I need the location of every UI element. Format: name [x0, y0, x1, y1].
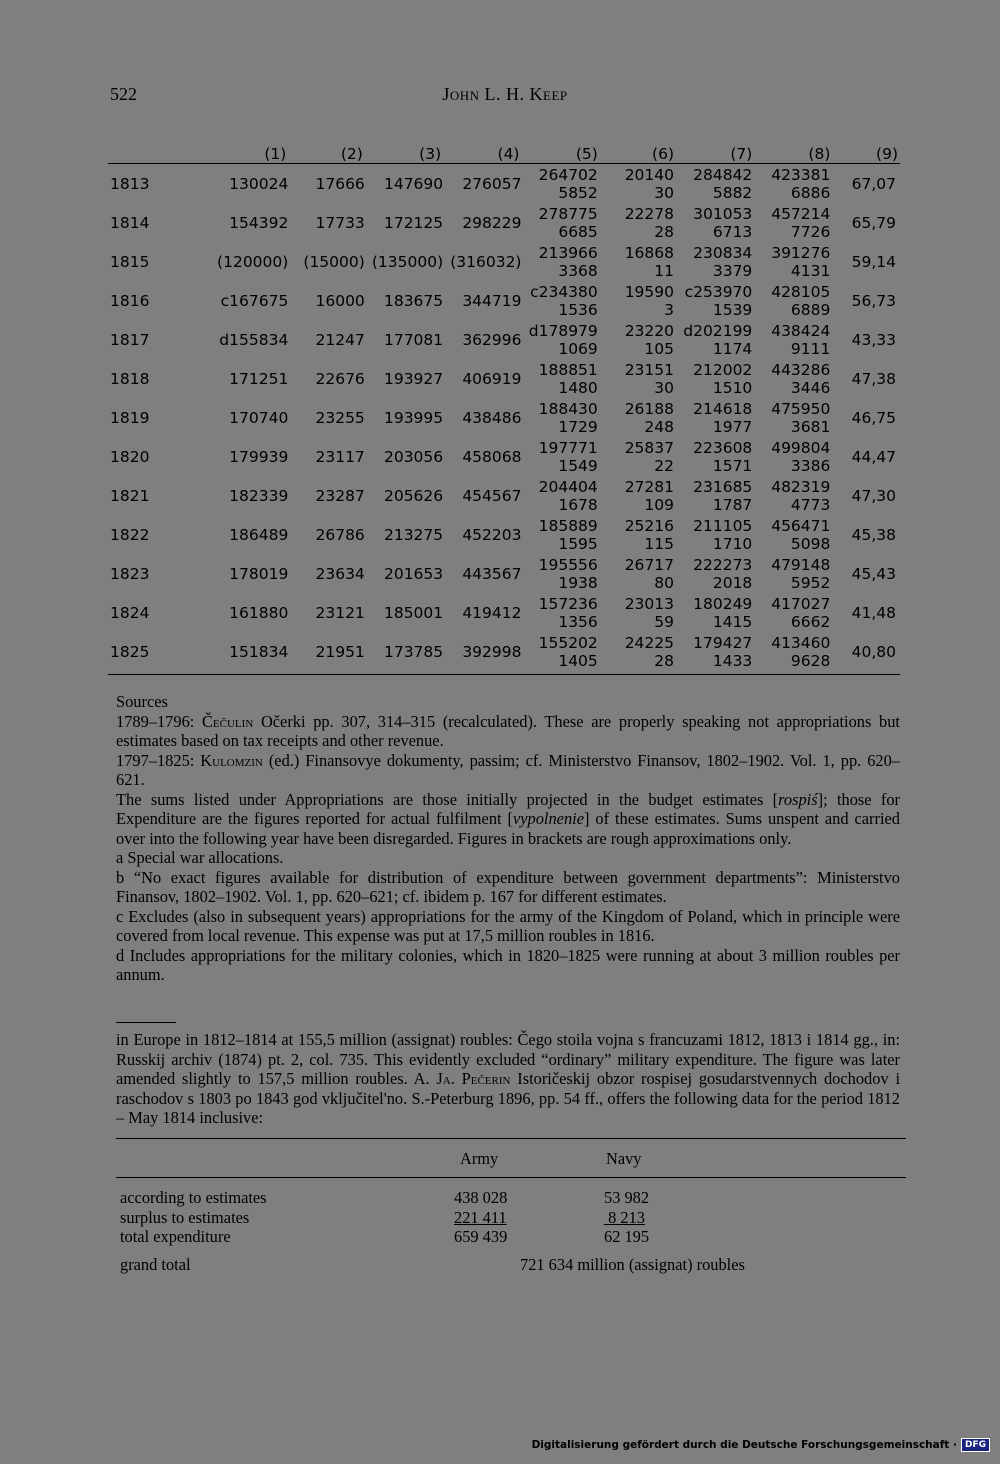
year-cell: 1822: [110, 525, 150, 544]
expenditure-value: 28: [654, 222, 674, 241]
expenditure-value: 5098: [790, 534, 831, 553]
value-cell: [521, 632, 599, 675]
value-cell: [521, 320, 599, 359]
expenditure-value: 7726: [790, 222, 831, 241]
table-row: [108, 476, 900, 515]
table-notes: [116, 692, 900, 985]
year-cell: 1813: [110, 174, 150, 193]
appropriation-value: 24225: [624, 633, 674, 652]
value-cell: 23117: [315, 447, 365, 466]
value-cell: 161880: [229, 603, 289, 622]
table-row: [108, 242, 900, 281]
value-cell: [521, 281, 599, 320]
navy-header: Navy: [606, 1149, 642, 1168]
value-cell: [754, 554, 832, 593]
table-row: according to estimates 438 028 53 982: [120, 1188, 650, 1207]
expenditure-value: 3681: [790, 417, 831, 436]
expenditure-value: 6886: [790, 183, 831, 202]
appropriation-value: 195556: [538, 555, 598, 574]
value-cell: 452203: [462, 525, 522, 544]
appropriation-value: 188430: [538, 399, 598, 418]
expenditure-value: 4131: [790, 261, 831, 280]
appropriation-value: 26717: [624, 555, 674, 574]
appropriation-value: 301053: [693, 204, 753, 223]
value-cell: [521, 164, 599, 204]
table-row: [108, 554, 900, 593]
expenditure-value: 1938: [558, 573, 598, 592]
appropriation-value: 212002: [693, 360, 753, 379]
value-cell: [600, 203, 676, 242]
value-cell: [676, 476, 754, 515]
value-cell: [600, 398, 676, 437]
expenditure-value: 30: [654, 183, 674, 202]
expenditure-value: 6662: [790, 612, 831, 631]
expenditure-value: 5952: [790, 573, 831, 592]
expenditure-value: 1433: [712, 651, 753, 670]
appropriation-value: 155202: [538, 633, 598, 652]
appropriation-value: 214618: [693, 399, 753, 418]
appropriation-value: 391276: [771, 243, 831, 262]
value-cell: [521, 398, 599, 437]
value-cell: 41,48: [851, 603, 896, 622]
grand-total-row: grand total 721 634 million (assignat) roubles: [120, 1254, 745, 1274]
value-cell: 40,80: [832, 632, 900, 675]
expenditure-value: 5882: [712, 183, 753, 202]
budget-table: [108, 141, 900, 675]
value-cell: [521, 593, 599, 632]
appropriation-value: 188851: [538, 360, 598, 379]
note-d: d Includes appropriations for the military colonies, which in 1820–1825 were running at about 3 million roubles per annum.: [116, 945, 900, 984]
value-cell: 47,30: [851, 486, 896, 505]
appropriation-value: 438424: [771, 321, 831, 340]
expenditure-value: 1787: [712, 495, 753, 514]
appropriation-value: 25837: [624, 438, 674, 457]
value-cell: 170740: [229, 408, 289, 427]
value-cell: 56,73: [851, 291, 896, 310]
value-cell: [600, 164, 676, 204]
appropriation-value: 157236: [538, 594, 598, 613]
appropriation-value: 417027: [771, 594, 831, 613]
expenditure-value: 1710: [712, 534, 753, 553]
value-cell: d155834: [219, 330, 289, 349]
appropriation-value: 222273: [693, 555, 753, 574]
year-cell: 1823: [110, 564, 150, 583]
appropriation-value: 20140: [624, 165, 674, 184]
value-cell: 443567: [462, 564, 522, 583]
value-cell: [754, 281, 832, 320]
appropriation-value: 26188: [624, 399, 674, 418]
appropriation-value: 443286: [771, 360, 831, 379]
value-cell: [754, 515, 832, 554]
appropriation-value: 264702: [538, 165, 598, 184]
value-cell: [521, 476, 599, 515]
value-cell: 276057: [462, 174, 522, 193]
table-row: [108, 515, 900, 554]
value-cell: 23121: [315, 603, 365, 622]
year-cell: 1819: [110, 408, 150, 427]
expenditure-value: 9111: [790, 339, 831, 358]
expenditure-value: 1405: [558, 651, 598, 670]
value-cell: 67,07: [851, 174, 896, 193]
appropriation-value: 278775: [538, 204, 598, 223]
appropriation-value: 23220: [624, 321, 674, 340]
expenditure-value: 80: [654, 573, 674, 592]
value-cell: [754, 359, 832, 398]
appropriation-value: 19590: [624, 282, 674, 301]
year-cell: 1817: [110, 330, 150, 349]
army-navy-header: [116, 1139, 906, 1171]
value-cell: [676, 398, 754, 437]
value-cell: 151834: [173, 632, 289, 675]
appropriation-value: 23151: [624, 360, 674, 379]
expenditure-value: 115: [644, 534, 674, 553]
value-cell: [521, 554, 599, 593]
dfg-logo: DFG: [961, 1438, 990, 1452]
value-cell: [754, 593, 832, 632]
table-row: [108, 359, 900, 398]
expenditure-value: 1977: [712, 417, 753, 436]
value-cell: [676, 242, 754, 281]
value-cell: [676, 632, 754, 675]
year-cell: 1825: [108, 632, 173, 675]
appropriation-value: 284842: [693, 165, 753, 184]
table-header-row: [108, 141, 900, 164]
value-cell: [521, 203, 599, 242]
appropriation-value: 479148: [771, 555, 831, 574]
appropriation-value: 179427: [693, 633, 753, 652]
expenditure-value: 109: [644, 495, 674, 514]
source-1: 1789–1796: Čečulin Očerki pp. 307, 314–315 (recalculated). These are properly speaking not appropriations but estimates based on tax receipts and other revenue.: [116, 711, 900, 750]
value-cell: [676, 203, 754, 242]
value-cell: [521, 437, 599, 476]
army-navy-table: [116, 1138, 906, 1274]
value-cell: 43,33: [851, 330, 896, 349]
year-cell: 1814: [110, 213, 150, 232]
value-cell: [676, 437, 754, 476]
appropriation-value: 456471: [771, 516, 831, 535]
value-cell: 298229: [462, 213, 522, 232]
appropriation-value: 180249: [693, 594, 753, 613]
expenditure-value: 1174: [712, 339, 753, 358]
appropriation-value: 231685: [693, 477, 753, 496]
table-row: total expenditure 659 439 62 195: [120, 1227, 650, 1246]
expenditure-value: 59: [654, 612, 674, 631]
value-cell: [676, 515, 754, 554]
value-cell: 16000: [315, 291, 365, 310]
year-cell: 1821: [110, 486, 150, 505]
value-cell: 203056: [383, 447, 444, 466]
value-cell: 201653: [383, 564, 444, 583]
value-cell: 183675: [383, 291, 444, 310]
value-cell: [600, 320, 676, 359]
value-cell: [600, 359, 676, 398]
value-cell: 65,79: [851, 213, 896, 232]
expenditure-value: 1415: [712, 612, 753, 631]
value-cell: [600, 554, 676, 593]
value-cell: 154392: [229, 213, 289, 232]
appropriation-value: d178979: [528, 321, 598, 340]
value-cell: [754, 398, 832, 437]
appropriation-value: 230834: [693, 243, 753, 262]
value-cell: [676, 164, 754, 204]
year-cell: 1818: [110, 369, 150, 388]
value-cell: [600, 281, 676, 320]
expenditure-value: 1069: [558, 339, 598, 358]
value-cell: 458068: [462, 447, 522, 466]
appropriation-value: 413460: [771, 633, 831, 652]
value-cell: 186489: [229, 525, 289, 544]
expenditure-value: 3446: [790, 378, 831, 397]
value-cell: 23634: [315, 564, 365, 583]
army-header: Army: [460, 1149, 499, 1168]
table-row: [108, 398, 900, 437]
expenditure-value: 1480: [558, 378, 598, 397]
value-cell: 438486: [462, 408, 522, 427]
value-cell: (15000): [303, 252, 365, 271]
value-cell: [600, 632, 676, 675]
value-cell: 213275: [383, 525, 444, 544]
value-cell: 419412: [462, 603, 522, 622]
column-header: (2): [288, 141, 364, 164]
value-cell: [600, 437, 676, 476]
table-row: [108, 632, 900, 675]
table-row: [108, 164, 900, 204]
value-cell: [600, 593, 676, 632]
expenditure-value: 2018: [712, 573, 753, 592]
running-head: John L. H. Keep: [442, 84, 568, 104]
table-row: [108, 437, 900, 476]
expenditure-value: 5852: [558, 183, 598, 202]
appropriation-value: 25216: [624, 516, 674, 535]
year-cell: 1820: [110, 447, 150, 466]
appropriation-value: 204404: [538, 477, 598, 496]
value-cell: [754, 203, 832, 242]
explanation-paragraph: The sums listed under Appropriations are those initially projected in the budget estimates [rospiś]; those for Expenditure are the figures reported for actual fulfilment [vypolnenie] of these estimates. Sums unspent and carried over into the following year have been disregarded. Figures in brackets are rough approximations only.: [116, 789, 901, 848]
appropriation-value: 475950: [771, 399, 831, 418]
appropriation-value: 499804: [771, 438, 831, 457]
appropriation-value: 23013: [624, 594, 674, 613]
value-cell: (135000): [371, 252, 444, 271]
column-header: (1): [173, 141, 289, 164]
expenditure-value: 3386: [790, 456, 831, 475]
expenditure-value: 1595: [558, 534, 598, 553]
expenditure-value: 4773: [790, 495, 831, 514]
column-header: (9): [832, 141, 900, 164]
expenditure-value: 1539: [712, 300, 753, 319]
value-cell: 26786: [315, 525, 365, 544]
expenditure-value: 3368: [558, 261, 598, 280]
year-cell: 1824: [110, 603, 150, 622]
value-cell: 17666: [315, 174, 365, 193]
table-row: surplus to estimates 221 411 8 213: [120, 1207, 645, 1227]
value-cell: 179939: [229, 447, 289, 466]
value-cell: 22676: [315, 369, 365, 388]
expenditure-value: 11: [654, 261, 674, 280]
value-cell: [521, 359, 599, 398]
expenditure-value: 6713: [712, 222, 753, 241]
value-cell: 193927: [383, 369, 444, 388]
appropriation-value: 22278: [624, 204, 674, 223]
footnote-divider: [116, 1022, 176, 1023]
column-header: (5): [521, 141, 599, 164]
note-a: a Special war allocations.: [116, 848, 284, 867]
expenditure-value: 6889: [790, 300, 831, 319]
expenditure-value: 1510: [712, 378, 753, 397]
appropriation-value: c253970: [684, 282, 753, 301]
value-cell: 406919: [462, 369, 522, 388]
value-cell: 130024: [229, 174, 289, 193]
expenditure-value: 105: [644, 339, 674, 358]
year-cell: 1815: [110, 252, 150, 271]
sources-heading: Sources: [116, 692, 168, 711]
value-cell: 47,38: [851, 369, 896, 388]
appropriation-value: 457214: [771, 204, 831, 223]
value-cell: 362996: [462, 330, 522, 349]
expenditure-value: 1549: [558, 456, 598, 475]
value-cell: 23255: [315, 408, 365, 427]
appropriation-value: 211105: [693, 516, 753, 535]
expenditure-value: 6685: [558, 222, 598, 241]
value-cell: 147690: [383, 174, 444, 193]
value-cell: [754, 632, 832, 675]
value-cell: [754, 437, 832, 476]
column-header: (6): [600, 141, 676, 164]
column-header: (8): [754, 141, 832, 164]
appropriation-value: 423381: [771, 165, 831, 184]
value-cell: (316032): [450, 252, 522, 271]
value-cell: 178019: [229, 564, 289, 583]
expenditure-value: 22: [654, 456, 674, 475]
value-cell: 185001: [383, 603, 444, 622]
appropriation-value: 223608: [693, 438, 753, 457]
value-cell: 17733: [315, 213, 365, 232]
table-row: [108, 203, 900, 242]
expenditure-value: 3379: [712, 261, 753, 280]
expenditure-value: 248: [644, 417, 674, 436]
note-c: c Excludes (also in subsequent years) appropriations for the army of the Kingdom of Poland, which in principle were covered from local revenue. This expense was put at 17,5 million roubles in 1816.: [116, 906, 900, 945]
column-header: (3): [365, 141, 443, 164]
table-row: [108, 320, 900, 359]
value-cell: 454567: [462, 486, 522, 505]
value-cell: 205626: [383, 486, 444, 505]
expenditure-value: 1729: [558, 417, 598, 436]
value-cell: 173785: [365, 632, 443, 675]
value-cell: 193995: [383, 408, 444, 427]
page-header: [110, 84, 900, 112]
value-cell: [676, 320, 754, 359]
value-cell: [676, 593, 754, 632]
value-cell: 182339: [229, 486, 289, 505]
appropriation-value: c234380: [530, 282, 598, 301]
column-header: (4): [443, 141, 521, 164]
value-cell: 23287: [315, 486, 365, 505]
value-cell: 172125: [383, 213, 444, 232]
appropriation-value: 185889: [538, 516, 598, 535]
appropriation-value: 27281: [624, 477, 674, 496]
value-cell: 171251: [229, 369, 289, 388]
value-cell: 45,43: [851, 564, 896, 583]
appropriation-value: 482319: [771, 477, 831, 496]
column-header: (7): [676, 141, 754, 164]
value-cell: [521, 515, 599, 554]
value-cell: [600, 242, 676, 281]
appropriation-value: 428105: [771, 282, 831, 301]
value-cell: 45,38: [851, 525, 896, 544]
expenditure-value: 28: [654, 651, 674, 670]
page-number: 522: [110, 84, 137, 104]
value-cell: [754, 320, 832, 359]
table-row: [108, 593, 900, 632]
column-header: [108, 141, 173, 164]
table-body: [108, 164, 900, 675]
value-cell: [754, 164, 832, 204]
expenditure-value: 3: [664, 300, 674, 319]
value-cell: 21247: [315, 330, 365, 349]
value-cell: 344719: [462, 291, 522, 310]
digitization-credit: Digitalisierung gefördert durch die Deutsche Forschungsgemeinschaft · DFG: [532, 1438, 990, 1452]
appropriation-value: 213966: [538, 243, 598, 262]
value-cell: [754, 242, 832, 281]
value-cell: [676, 359, 754, 398]
appropriation-value: 16868: [624, 243, 674, 262]
value-cell: 44,47: [851, 447, 896, 466]
value-cell: 177081: [383, 330, 444, 349]
appropriation-value: 197771: [538, 438, 598, 457]
value-cell: [600, 476, 676, 515]
value-cell: (120000): [217, 252, 289, 271]
year-cell: 1816: [110, 291, 150, 310]
value-cell: 392998: [443, 632, 521, 675]
expenditure-value: 1536: [558, 300, 598, 319]
expenditure-value: 1356: [558, 612, 598, 631]
source-2: 1797–1825: Kulomzin (ed.) Finansovye dokumenty, passim; cf. Ministerstvo Finansov, 1802–1902. Vol. 1, pp. 620–621.: [116, 750, 900, 789]
appropriation-value: d202199: [683, 321, 753, 340]
note-b: b “No exact figures available for distribution of expenditure between government departments”: Ministerstvo Finansov, 1802–1902. Vol. 1, pp. 620–621; cf. ibidem p. 167 for different estimates.: [116, 867, 900, 906]
value-cell: [754, 476, 832, 515]
footnote: in Europe in 1812–1814 at 155,5 million (assignat) roubles: Čego stoila vojna s francuzami 1812, 1813 i 1814 gg., in: Russkij archiv (1874) pt. 2, col. 735. This evidently excluded “ordinary” military expenditure. The figure was later amended slightly to 157,5 million roubles. A. Ja. Pečerin Istoričeskij obzor rospisej gosudarstvennych dochodov i raschodov s 1803 po 1843 god vključitel'no. S.-Peterburg 1896, pp. 54 ff., offers the following data for the period 1812 – May 1814 inclusive:: [116, 1030, 900, 1127]
expenditure-value: 1678: [558, 495, 598, 514]
table-row: [108, 281, 900, 320]
value-cell: c167675: [220, 291, 289, 310]
value-cell: 59,14: [851, 252, 896, 271]
value-cell: 21951: [288, 632, 364, 675]
value-cell: [600, 515, 676, 554]
value-cell: [676, 281, 754, 320]
expenditure-value: 30: [654, 378, 674, 397]
expenditure-value: 1571: [712, 456, 753, 475]
expenditure-value: 9628: [790, 651, 831, 670]
value-cell: [521, 242, 599, 281]
value-cell: 46,75: [851, 408, 896, 427]
value-cell: [676, 554, 754, 593]
